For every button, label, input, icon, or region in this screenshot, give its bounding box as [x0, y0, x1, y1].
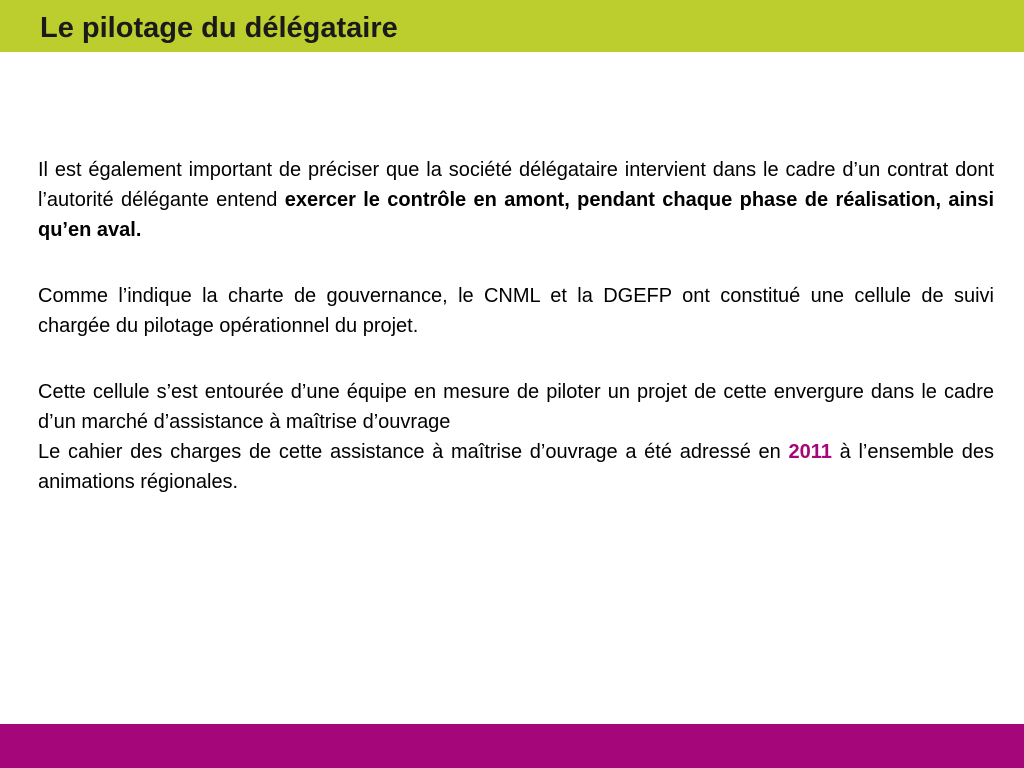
paragraph-2: Comme l’indique la charte de gouvernance, le CNML et la DGEFP ont constitué une cellule de suivi chargée du pilotage opérationnel du projet.	[38, 285, 994, 337]
slide-body	[38, 155, 994, 497]
highlight-year: 2011	[788, 441, 832, 463]
header-bar	[0, 0, 1024, 52]
paragraph-1-bold: exercer le contrôle en amont, pendant chaque phase de réalisation, ainsi qu’en aval.	[38, 189, 994, 241]
paragraph-1	[38, 155, 994, 245]
slide-title: Le pilotage du délégataire	[40, 12, 398, 44]
paragraph-3: Cette cellule s’est entourée d’une équipe en mesure de piloter un projet de cette envergure dans le cadre d’un marché d’assistance à maîtrise d’ouvrage	[38, 381, 994, 433]
footer-bar	[0, 724, 1024, 768]
paragraph-4	[38, 437, 994, 497]
paragraph-1-text: Il est également important de préciser que la société délégataire intervient dans le cadre d’un contrat dont l’autorité délégante entend	[38, 159, 994, 211]
paragraph-4-text-after: à l’ensemble des animations régionales.	[38, 441, 994, 493]
paragraph-4-text-before: Le cahier des charges de cette assistance à maîtrise d’ouvrage a été adressé en	[38, 441, 789, 463]
